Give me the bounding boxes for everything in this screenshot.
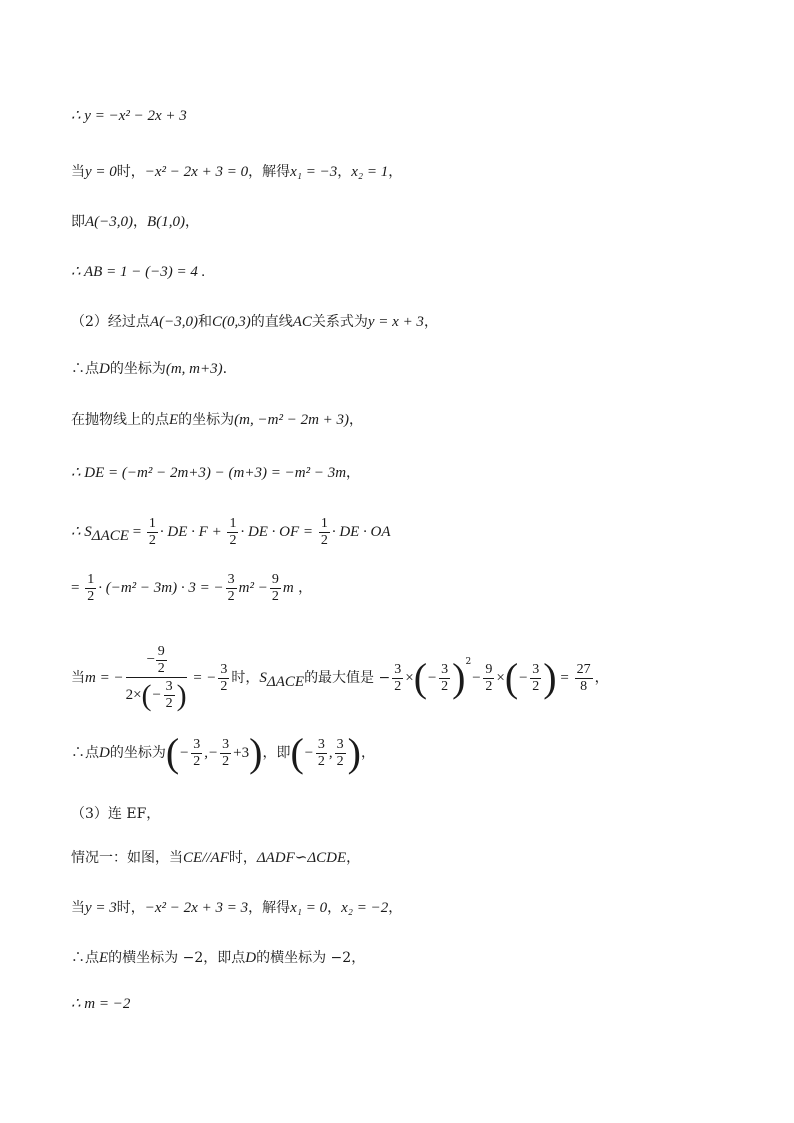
line-12: ∴点D的坐标为(− $\frac{3}{2}$ ,− $\frac{3}{2}$ +3)，即(− $\frac{3}{2}$ , $\frac{3}{2}$ )，: [71, 730, 375, 775]
line-2: 当y = 0时，−x² − 2x + 3 = 0，解得x₁ = −3，x₂ = 1，: [71, 164, 403, 180]
fraction-max-value: $\frac{27}{8}$: [576, 661, 591, 694]
fraction-three-halves: $\frac{3}{2}$: [227, 571, 235, 604]
fraction-half: $\frac{1}{2}$: [320, 515, 328, 548]
fraction-half: $\frac{1}{2}$: [148, 515, 156, 548]
line-17: ∴ m = −2: [71, 996, 131, 1012]
line-5: （2）经过点A(−3,0)和C(0,3)的直线AC关系式为y = x + 3，: [71, 314, 438, 330]
line-10: = $\frac{1}{2}$ · (−m² − 3m) · 3 = − $\frac{3}{2}$ m² − $\frac{9}{2}$ m ，: [71, 571, 313, 604]
line-1: ∴ y = −x² − 2x + 3: [71, 108, 187, 124]
line-4: ∴ AB = 1 − (−3) = 4 .: [71, 264, 206, 280]
line-8: ∴ DE = (−m² − 2m+3) − (m+3) = −m² − 3m，: [71, 465, 361, 481]
line-15: 当y = 3时，−x² − 2x + 3 = 3，解得x₁ = 0，x₂ = −2，: [71, 900, 403, 916]
line-14: 情况一：如图，当CE//AF时，ΔADF∽ΔCDE，: [71, 850, 361, 866]
line-7: 在抛物线上的点E的坐标为(m, −m² − 2m + 3)，: [71, 412, 364, 428]
line-3: 即A(−3,0)，B(1,0)，: [71, 214, 199, 230]
line-6: ∴点D的坐标为(m, m+3).: [71, 361, 228, 377]
fraction-half: $\frac{1}{2}$: [229, 515, 237, 548]
fraction-nine-halves: $\frac{9}{2}$: [271, 571, 279, 604]
line-13: （3）连 EF，: [71, 806, 161, 822]
fraction-half: $\frac{1}{2}$: [87, 571, 95, 604]
line-9: ∴ $S_{\Delta ACE}$ = $\frac{1}{2}$ · DE · F + $\frac{1}{2}$ · DE · OF = $\frac{1}{2}$ · DE · OA: [71, 515, 391, 548]
fraction-vertex: − $\frac{9}{2}$ 2×(− $\frac{3}{2}$ ): [125, 643, 187, 712]
line-11: 当m = − − $\frac{9}{2}$ 2×(− $\frac{3}{2}$ ) = − $\frac{3}{2}$ 时，$S_{\Delta ACE}$的最大值是 − $\frac{3}{2}$ ×(− $\frac{3}{2}$ )$^2$− $\frac{9}{2}$ ×(− $\frac{3}{2}$ ) = $\frac{27}{8}$ ，: [71, 643, 609, 712]
line-16: ∴点E的横坐标为 −2，即点D的横坐标为 −2，: [71, 950, 366, 966]
fraction-three-halves: $\frac{3}{2}$: [220, 661, 228, 694]
